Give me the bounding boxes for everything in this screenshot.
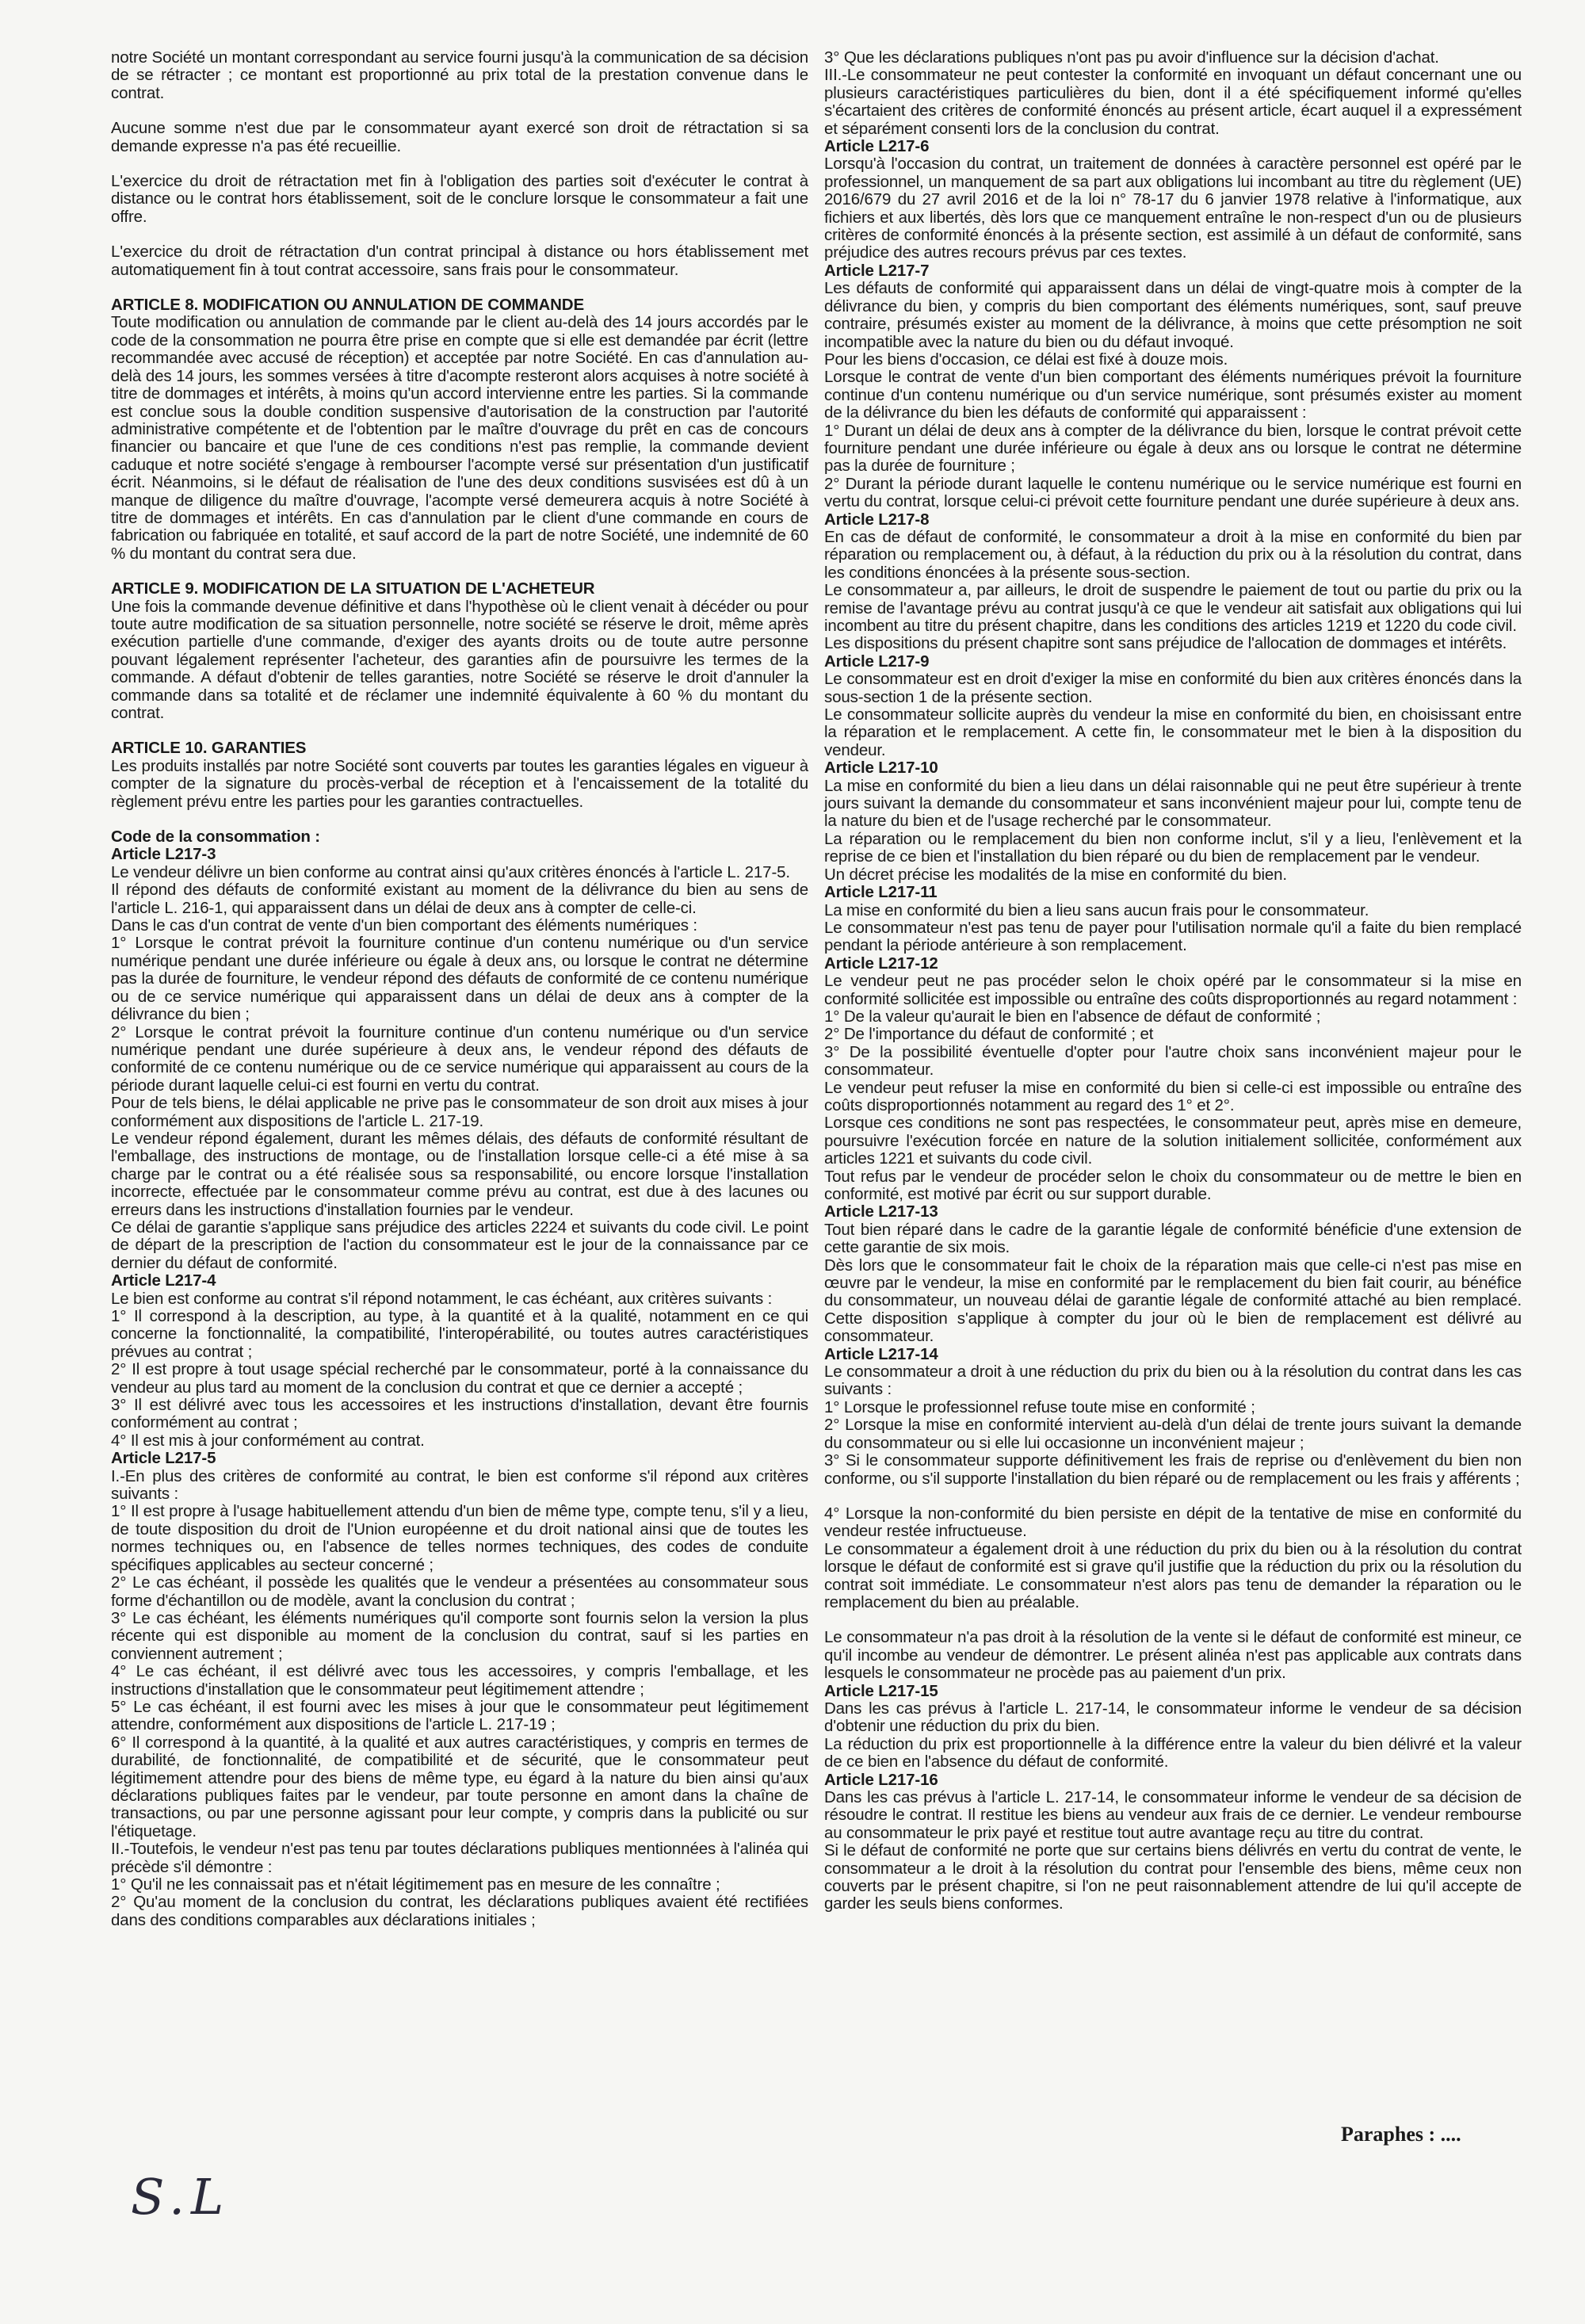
paragraph: 2° De l'importance du défaut de conformité ; et [824,1025,1154,1044]
paragraph: 4° Il est mis à jour conformément au contrat. [111,1431,425,1450]
paragraph: Le consommateur sollicite auprès du vendeur la mise en conformité du bien, en choisissant entre la réparation et le remplacement. A cette fin, le consommateur met le bien à la disposition du vendeur. [824,705,1522,759]
paragraph: Dans le cas d'un contrat de vente d'un bien comportant des éléments numériques : [111,916,697,935]
paragraph: 2° Qu'au moment de la conclusion du contrat, les déclarations publiques avaient été rectifiées dans des conditions comparables aux déclarations initiales ; [111,1893,808,1929]
paragraph: La réduction du prix est proportionnelle à la différence entre la valeur du bien délivré et la valeur de ce bien en l'absence du défaut de conformité. [824,1734,1522,1772]
paragraph: Le consommateur n'a pas droit à la résolution de la vente si le défaut de conformité est mineur, ce qu'il incombe au vendeur de démontrer. Le présent alinéa n'est pas applicable aux contrats dans lesquels le consommateur ne procède pas au paiement d'un prix. [824,1628,1522,1683]
article-l217-7-title: Article L217-7 [824,261,930,280]
paragraph: II.-Toutefois, le vendeur n'est pas tenu par toutes déclarations publiques mentionnées à l'alinéa qui précède s'il démontre : [111,1840,808,1876]
paragraph: Il répond des défauts de conformité existant au moment de la délivrance du bien au sens de l'article L. 216-1, qui apparaissent dans un délai de deux ans à compter de celle-ci. [111,881,808,917]
paragraph: III.-Le consommateur ne peut contester la conformité en invoquant un défaut concernant une ou plusieurs caractéristiques particulières du bien, dont il a été spécifiquement informé qu'elles s'écartaient des critères de conformité énoncés au présent article, écart auquel il a expressément et séparément consenti lors de la conclusion du contrat. [824,66,1522,138]
paragraph: 2° Lorsque la mise en conformité intervient au-delà d'un délai de trente jours suivant la demande du consommateur ou si elle lui occasionne un inconvénient majeur ; [824,1416,1522,1452]
paragraph: 6° Il correspond à la quantité, à la qualité et aux autres caractéristiques, y compris en termes de durabilité, de fonctionnalité, de compatibilité et de sécurité, que le consommateur peut légitimement attendre pour des biens de même type, eu égard à la nature du bien ainsi qu'aux déclarations publiques faites par le vendeur, par toute personne en amont dans la chaîne de transactions, ou par une personne agissant pour leur compte, y compris dans la publicité ou sur l'étiquetage. [111,1733,808,1840]
article-l217-3-title: Article L217-3 [111,845,216,864]
paragraph: Le vendeur délivre un bien conforme au contrat ainsi qu'aux critères énoncés à l'article L. 217-5. [111,862,790,881]
article-l217-6-title: Article L217-6 [824,137,930,156]
article-l217-9-title: Article L217-9 [824,652,930,671]
paragraph: L'exercice du droit de rétractation d'un contrat principal à distance ou hors établissement met automatiquement fin à tout contrat accessoire, sans frais pour le consommateur. [111,243,808,279]
paragraph: 1° Durant un délai de deux ans à compter de la délivrance du bien, lorsque le contrat prévoit cette fourniture pendant une durée inférieure ou égale à deux ans ou lorsque le contrat ne détermine pas la durée de fourniture ; [824,421,1522,476]
article-8-title: ARTICLE 8. MODIFICATION OU ANNULATION DE COMMANDE [111,296,584,315]
paragraph: 5° Le cas échéant, il est fourni avec les mises à jour que le consommateur peut légitimement attendre, conformément aux dispositions de l'article L. 217-19 ; [111,1697,808,1734]
paragraph: Dès lors que le consommateur fait le choix de la réparation mais que celle-ci n'est pas mise en œuvre par le vendeur, la mise en conformité par le remplacement du bien fait courir, au bénéfice du consommateur, un nouveau délai de garantie légale de conformité attaché au bien remplacé. Cette disposition s'applique à compter du jour où le bien de remplacement est délivré au consommateur. [824,1256,1522,1346]
article-l217-8-title: Article L217-8 [824,510,930,529]
paragraph: Le consommateur est en droit d'exiger la mise en conformité du bien aux critères énoncés dans la sous-section 1 de la présente section. [824,670,1522,706]
article-9-text: Une fois la commande devenue définitive et dans l'hypothèse où le client venait à décéder ou pour toute autre modification de sa situation personnelle, notre société se réserve le droit, même après exécution partielle d'une commande, d'exiger des ayants droits ou de toute autre personne pouvant légalement représenter l'acheteur, des garanties afin de poursuivre les termes de la commande. A défaut d'obtenir de telles garanties, notre Société se réserve le droit d'annuler la commande dans sa totalité et de réclamer une indemnité équivalente à 60 % du montant du contrat. [111,597,808,722]
paragraph: Tout bien réparé dans le cadre de la garantie légale de conformité bénéficie d'une extension de cette garantie de six mois. [824,1220,1522,1257]
paragraph: Lorsqu'à l'occasion du contrat, un traitement de données à caractère personnel est opéré par le professionnel, un manquement de sa part aux obligations lui incombant au titre du règlement (UE) 2016/679 du 27 avril 2016 et de la loi n° 78-17 du 6 janvier 1978 relative à l'informatique, aux fichiers et aux libertés, dès lors que ce manquement entraîne le non-respect d'un ou de plusieurs critères de conformité énoncés à la présente section, est assimilé à un défaut de conformité, sans préjudice des autres recours prévus par ces textes. [824,155,1522,262]
paragraph: Tout refus par le vendeur de procéder selon le choix du consommateur ou de mettre le bien en conformité, est motivé par écrit ou sur support durable. [824,1167,1522,1203]
article-l217-15-title: Article L217-15 [824,1681,938,1700]
article-l217-10-title: Article L217-10 [824,759,938,778]
article-9-title: ARTICLE 9. MODIFICATION DE LA SITUATION DE L'ACHETEUR [111,579,595,598]
paragraph: Le consommateur n'est pas tenu de payer pour l'utilisation normale qu'il a faite du bien remplacé pendant la période antérieure à son remplacement. [824,918,1522,955]
paragraph: Ce délai de garantie s'applique sans préjudice des articles 2224 et suivants du code civil. Le point de départ de la prescription de l'action du consommateur est le jour de la connaissance par ce dernier du défaut de conformité. [111,1217,808,1272]
paragraph: Pour les biens d'occasion, ce délai est fixé à douze mois. [824,350,1228,369]
paraphes-label: Paraphes : .... [1341,2123,1461,2146]
paragraph: 1° Lorsque le professionnel refuse toute mise en conformité ; [824,1397,1255,1416]
paragraph: 1° Lorsque le contrat prévoit la fourniture continue d'un contenu numérique ou d'un service numérique pendant une durée inférieure ou égale à deux ans, ou lorsque le contrat ne détermine pas la durée de fourniture, le vendeur répond des défauts de conformité de ce contenu numérique ou de ce service numérique qui apparaissent dans un délai de deux ans à compter de la délivrance du bien ; [111,934,808,1024]
paragraph: Le consommateur a également droit à une réduction du prix du bien ou à la résolution du contrat lorsque le défaut de conformité est si grave qu'il justifie que la réduction du prix ou la résolution du contrat soit immédiate. Le consommateur n'est alors pas tenu de demander la réparation ou le remplacement du bien au préalable. [824,1539,1522,1611]
article-10-text: Les produits installés par notre Société sont couverts par toutes les garanties légales en vigueur à compter de la signature du procès-verbal de réception et à l'encaissement de la totalité du règlement prévu entre les parties pour les garanties contractuelles. [111,756,808,811]
paragraph: Le vendeur peut refuser la mise en conformité du bien si celle-ci est impossible ou entraîne des coûts disproportionnés notamment au regard des 1° et 2°. [824,1078,1522,1114]
paragraph: Le vendeur peut ne pas procéder selon le choix opéré par le consommateur si la mise en conformité sollicitée est impossible ou entraîne des coûts disproportionnés au regard notamment : [824,972,1522,1008]
paragraph: 4° Lorsque la non-conformité du bien persiste en dépit de la tentative de mise en conformité du vendeur restée infructueuse. [824,1504,1522,1541]
paragraph: Le vendeur répond également, durant les mêmes délais, des défauts de conformité résultant de l'emballage, des instructions de montage, ou de l'installation lorsque celle-ci a été mise à sa charge par le contrat ou a été réalisée sous sa responsabilité, ou encore lorsque l'installation incorrecte, effectuée par le consommateur comme prévu au contrat, est due à des lacunes ou erreurs dans les instructions d'installation fournies par le vendeur. [111,1129,808,1219]
paragraph: L'exercice du droit de rétractation met fin à l'obligation des parties soit d'exécuter le contrat à distance ou le contrat hors établissement, soit de le conclure lorsque le consommateur a fait une offre. [111,172,808,226]
paragraph: Le bien est conforme au contrat s'il répond notamment, le cas échéant, aux critères suivants : [111,1289,773,1308]
paragraph: Le consommateur a, par ailleurs, le droit de suspendre le paiement de tout ou partie du prix ou la remise de l'avantage prévu au contrat jusqu'à ce que le vendeur ait satisfait aux obligations qui lui incombent au titre du présent chapitre, dans les conditions des articles 1219 et 1220 du code civil. [824,581,1522,635]
paragraph: 3° Que les déclarations publiques n'ont pas pu avoir d'influence sur la décision d'achat. [824,48,1439,67]
handwritten-initials: S.L [131,2168,231,2226]
article-l217-12-title: Article L217-12 [824,954,938,973]
paragraph: 2° Durant la période durant laquelle le contenu numérique ou le service numérique est fourni en vertu du contrat, lorsque celui-ci prévoit cette fourniture pendant une durée supérieure à deux ans. [824,474,1522,511]
paragraph: 1° De la valeur qu'aurait le bien en l'absence de défaut de conformité ; [824,1007,1321,1026]
paragraph: I.-En plus des critères de conformité au contrat, le bien est conforme s'il répond aux critères suivants : [111,1466,808,1504]
article-l217-4-title: Article L217-4 [111,1271,216,1290]
paragraph: 3° Le cas échéant, les éléments numériques qu'il comporte sont fournis selon la version la plus récente qui est disponible au moment de la conclusion du contrat, sauf si les parties en conviennent autrement ; [111,1608,808,1663]
paragraph: En cas de défaut de conformité, le consommateur a droit à la mise en conformité du bien par réparation ou remplacement ou, à défaut, à la réduction du prix ou à la résolution du contrat, dans les conditions énoncées à la présente sous-section. [824,527,1522,582]
paragraph: 3° Si le consommateur supporte définitivement les frais de reprise ou d'enlèvement du bien non conforme, ou s'il supporte l'installation du bien réparé ou de remplacement ou les frais y afférents ; [824,1451,1522,1488]
paragraph: notre Société un montant correspondant au service fourni jusqu'à la communication de sa décision de se rétracter ; ce montant est proportionné au prix total de la prestation convenue dans le contrat. [111,48,808,102]
paragraph: 4° Le cas échéant, il est délivré avec tous les accessoires, y compris l'emballage, et les instructions d'installation que le consommateur peut légitimement attendre ; [111,1662,808,1699]
paragraph: 1° Il correspond à la description, au type, à la quantité et à la qualité, notamment en ce qui concerne la fonctionnalité, la compatibilité, l'interopérabilité, ou toutes autres caractéristiques prévues au contrat ; [111,1307,808,1361]
paragraph: 1° Qu'il ne les connaissait pas et n'était légitimement pas en mesure de les connaître ; [111,1875,720,1894]
article-l217-11-title: Article L217-11 [824,883,938,902]
paragraph: 2° Le cas échéant, il possède les qualités que le vendeur a présentées au consommateur sous forme d'échantillon ou de modèle, avant la conclusion du contrat ; [111,1573,808,1610]
paragraph: Dans les cas prévus à l'article L. 217-14, le consommateur informe le vendeur de sa décision d'obtenir une réduction du prix du bien. [824,1699,1522,1736]
paragraph: Aucune somme n'est due par le consommateur ayant exercé son droit de rétractation si sa demande expresse n'a pas été recueillie. [111,119,808,155]
paragraph: Lorsque ces conditions ne sont pas respectées, le consommateur peut, après mise en demeure, poursuivre l'exécution forcée en nature de la solution initialement sollicitée, conformément aux articles 1221 et suivants du code civil. [824,1114,1522,1168]
paragraph: 3° Il est délivré avec tous les accessoires et les instructions d'installation, devant être fournis conformément au contrat ; [111,1396,808,1432]
article-l217-5-title: Article L217-5 [111,1449,216,1468]
paragraph: La réparation ou le remplacement du bien non conforme inclut, s'il y a lieu, l'enlèvement et la reprise de ce bien et l'installation du bien réparé ou du bien de remplacement par le vendeur. [824,829,1522,866]
left-column [111,49,808,1929]
paragraph: La mise en conformité du bien a lieu dans un délai raisonnable qui ne peut être supérieur à trente jours suivant la demande du consommateur et sans inconvénient majeur pour lui, compte tenu de la nature du bien et de l'usage recherché par le consommateur. [824,776,1522,831]
right-column [824,49,1522,1913]
article-l217-16-title: Article L217-16 [824,1770,938,1789]
paragraph: 2° Il est propre à tout usage spécial recherché par le consommateur, porté à la connaissance du vendeur au plus tard au moment de la conclusion du contrat et que ce dernier a accepté ; [111,1360,808,1397]
paragraph: Le consommateur a droit à une réduction du prix du bien ou à la résolution du contrat dans les cas suivants : [824,1363,1522,1399]
paragraph: Les dispositions du présent chapitre sont sans préjudice de l'allocation de dommages et intérêts. [824,634,1507,653]
article-8-text: Toute modification ou annulation de commande par le client au-delà des 14 jours accordés par le code de la consommation ne pourra être prise en compte que si elle est demandée par écrit (lettre recommandée avec accusé de réception) et acceptée par notre Société. En cas d'annulation au-delà des 14 jours, les sommes versées à titre d'acompte resteront alors acquises à notre société à titre de dommages et intérêts, à moins qu'un accord intervienne entre les parties. Si la commande est conclue sous la double condition suspensive d'autorisation de la construction par l'autorité administrative compétente et de l'obtention par le maître d'ouvrage du prêt en cas de concours financier ou bancaire et que l'une de ces conditions n'est pas remplie, la commande devient caduque et notre société s'engage à rembourser l'acompte versé sur présentation d'un justificatif écrit. Néanmoins, si le défaut de réalisation de l'une des deux conditions susvisées est dû à un manque de diligence du maître d'ouvrage, l'acompte versé demeurera acquis à notre Société à titre de dommages et intérêts. En cas d'annulation par le client d'une commande en cours de fabrication ou fabriquée en totalité, et sauf accord de la part de notre Société, une indemnité de 60 % du montant du contrat sera due. [111,313,808,563]
paragraph: 1° Il est propre à l'usage habituellement attendu d'un bien de même type, compte tenu, s'il y a lieu, de toute disposition du droit de l'Union européenne et du droit national ainsi que de toutes les normes techniques ou, en l'absence de telles normes techniques, des codes de conduite spécifiques applicables au secteur concerné ; [111,1502,808,1574]
article-l217-14-title: Article L217-14 [824,1344,938,1363]
paragraph: Lorsque le contrat de vente d'un bien comportant des éléments numériques prévoit la fourniture continue d'un contenu numérique ou d'un service numérique, sont présumés exister au moment de la délivrance du bien les défauts de conformité qui apparaissent : [824,368,1522,422]
paragraph: Un décret précise les modalités de la mise en conformité du bien. [824,865,1287,884]
paragraph: La mise en conformité du bien a lieu sans aucun frais pour le consommateur. [824,900,1369,919]
paragraph: Pour de tels biens, le délai applicable ne prive pas le consommateur de son droit aux mises à jour conformément aux dispositions de l'article L. 217-19. [111,1094,808,1130]
paragraph: 3° De la possibilité éventuelle d'opter pour l'autre choix sans inconvénient majeur pour le consommateur. [824,1042,1522,1080]
paragraph: 2° Lorsque le contrat prévoit la fourniture continue d'un contenu numérique ou d'un service numérique pendant une durée supérieure à deux ans, le vendeur répond des défauts de conformité de ce contenu numérique ou de ce service numérique qui apparaissent au cours de la période durant laquelle celui-ci est fourni en vertu du contrat. [111,1022,808,1095]
paragraph: Si le défaut de conformité ne porte que sur certains biens délivrés en vertu du contrat de vente, le consommateur a le droit à la résolution du contrat pour l'ensemble des biens, même ceux non couverts par le présent chapitre, si l'on ne peut raisonnablement attendre de lui qu'il accepte de garder les seuls biens conformes. [824,1841,1522,1913]
code-consommation-title: Code de la consommation : [111,828,320,847]
article-l217-13-title: Article L217-13 [824,1202,938,1221]
article-10-title: ARTICLE 10. GARANTIES [111,739,307,758]
paragraph: Les défauts de conformité qui apparaissent dans un délai de vingt-quatre mois à compter de la délivrance du bien, y compris du bien comportant des éléments numériques, sont, sauf preuve contraire, présumés exister au moment de la délivrance, à moins que cette présomption ne soit incompatible avec la nature du bien ou du défaut invoqué. [824,279,1522,351]
paragraph: Dans les cas prévus à l'article L. 217-14, le consommateur informe le vendeur de sa décision de résoudre le contrat. Il restitue les biens au vendeur aux frais de ce dernier. Le vendeur rembourse au consommateur le prix payé et restitue tout autre avantage reçu au titre du contrat. [824,1788,1522,1842]
